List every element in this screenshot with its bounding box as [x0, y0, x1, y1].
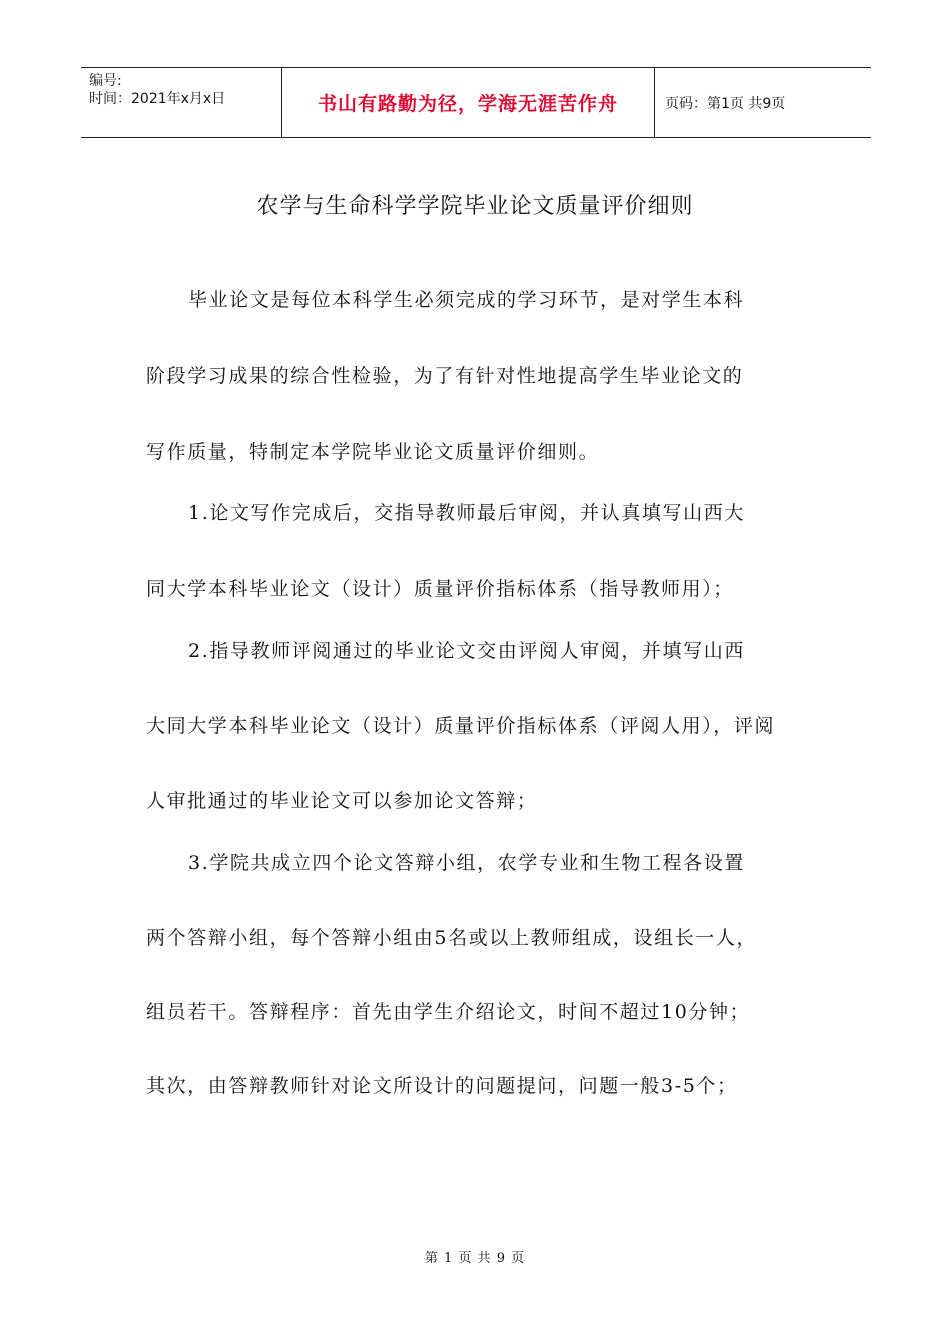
body-line: 大同大学本科毕业论文（设计）质量评价指标体系（评阅人用），评阅 — [146, 715, 776, 737]
header-page-info: 页码：第1页 共9页 — [665, 95, 786, 112]
body-line: 其次，由答辩教师针对论文所设计的问题提问，问题一般3-5个； — [146, 1075, 738, 1097]
body-line: 人审批通过的毕业论文可以参加论文答辩； — [146, 790, 538, 812]
body-line: 2.指导教师评阅通过的毕业论文交由评阅人审阅，并填写山西 — [188, 640, 745, 662]
body-line: 1.论文写作完成后，交指导教师最后审阅，并认真填写山西大 — [188, 502, 745, 524]
body-line: 3.学院共成立四个论文答辩小组，农学专业和生物工程各设置 — [188, 852, 745, 874]
header-meta-cell — [81, 68, 282, 137]
body-line: 两个答辩小组，每个答辩小组由5名或以上教师组成，设组长一人， — [146, 927, 758, 949]
body-line: 同大学本科毕业论文（设计）质量评价指标体系（指导教师用）； — [146, 578, 734, 600]
page-footer: 第 1 页 共 9 页 — [424, 1251, 526, 1266]
body-line: 阶段学习成果的综合性检验，为了有针对性地提高学生毕业论文的 — [146, 365, 744, 387]
document-title: 农学与生命科学学院毕业论文质量评价细则 — [256, 194, 694, 219]
body-line: 写作质量，特制定本学院毕业论文质量评价细则。 — [146, 441, 600, 463]
date-label: 时间：2021年x月x日 — [89, 91, 226, 107]
header-motto: 书山有路勤为径，学海无涯苦作舟 — [282, 68, 655, 137]
body-line: 毕业论文是每位本科学生必须完成的学习环节，是对学生本科 — [188, 289, 745, 311]
body-line: 组员若干。答辩程序：首先由学生介绍论文，时间不超过10分钟； — [146, 1001, 751, 1023]
number-label: 编号: — [89, 73, 122, 89]
page-header — [81, 67, 871, 138]
